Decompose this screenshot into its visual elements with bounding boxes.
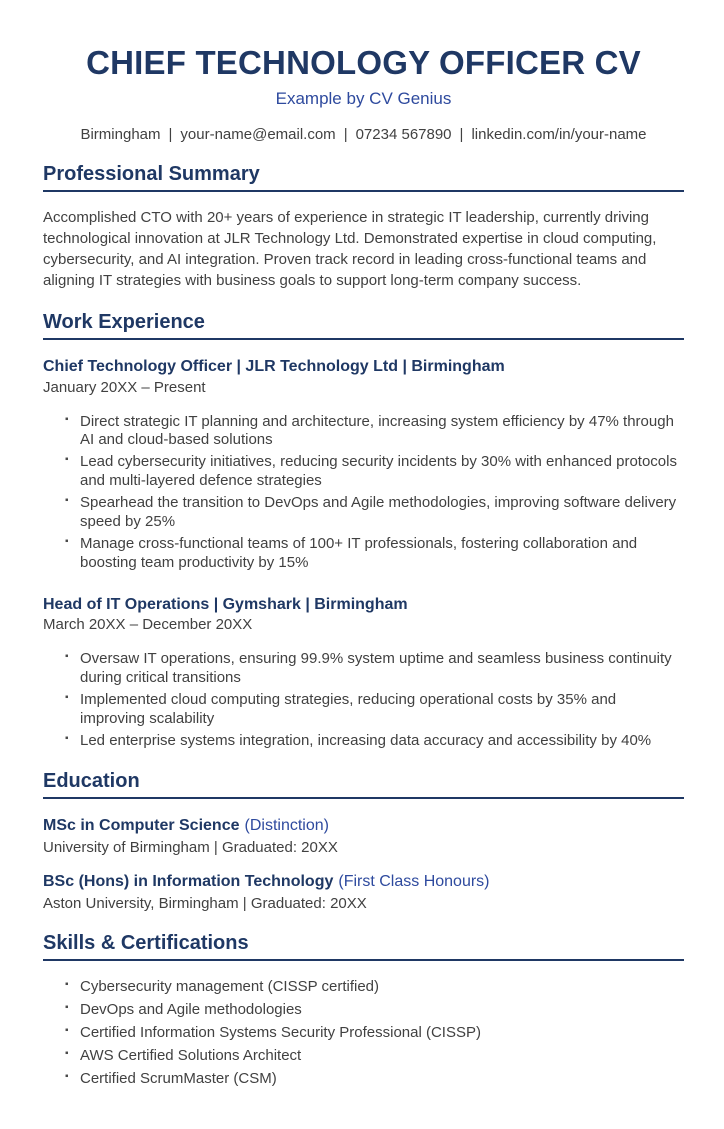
section-education — [43, 770, 684, 912]
contact-separator: | — [343, 126, 348, 143]
degree-detail: University of Birmingham | Graduated: 20XX — [43, 839, 338, 857]
skills-heading: Skills & Certifications — [43, 932, 684, 961]
bullet-item: ▪ Led enterprise systems integration, increasing data accuracy and accessibility by 40% — [43, 732, 684, 750]
bullet-item: ▪ Direct strategic IT planning and architecture, increasing system efficiency by 47% through AI and cloud-based solutions — [43, 413, 684, 450]
job-title: Head of IT Operations | Gymshark | Birmingham — [43, 596, 408, 614]
skill-item: ▪ DevOps and Agile methodologies — [43, 1001, 684, 1019]
skill-item: ▪ Certified Information Systems Security Professional (CISSP) — [43, 1024, 684, 1042]
skill-item: ▪ AWS Certified Solutions Architect — [43, 1047, 684, 1065]
degree-name: BSc (Hons) in Information Technology — [43, 873, 334, 891]
contact-item-phone: 07234 567890 — [355, 126, 452, 143]
degree-honours: (First Class Honours) — [338, 873, 490, 891]
contact-item-location: Birmingham — [80, 126, 161, 143]
section-skills-certifications — [43, 932, 684, 1088]
job-entry — [43, 595, 684, 750]
job-dates: March 20XX – December 20XX — [43, 616, 253, 634]
skills-list — [43, 978, 684, 1088]
page-subtitle: Example by CV Genius — [275, 89, 452, 108]
bullet-item: ▪ Lead cybersecurity initiatives, reducing security incidents by 30% with enhanced protocols and multi-layered defence strategies — [43, 453, 684, 490]
degree-name: MSc in Computer Science — [43, 817, 240, 835]
professional-summary-heading: Professional Summary — [43, 163, 684, 192]
bullet-item: ▪ Oversaw IT operations, ensuring 99.9% system uptime and seamless business continuity during critical transitions — [43, 650, 684, 687]
section-professional-summary — [43, 163, 684, 291]
degree-entry — [43, 872, 684, 912]
page-title: CHIEF TECHNOLOGY OFFICER CV — [86, 44, 641, 81]
contact-line — [43, 126, 684, 143]
skill-item: ▪ Certified ScrumMaster (CSM) — [43, 1070, 684, 1088]
education-heading: Education — [43, 770, 684, 799]
section-work-experience — [43, 311, 684, 750]
summary-paragraph: Accomplished CTO with 20+ years of experience in strategic IT leadership, currently driving technological innovation at JLR Technology Ltd. Demonstrated expertise in cloud computing, cybersecurity, and AI integration. Proven track record in leading cross-functional teams and aligning IT strategies with business goals to support long-term company success. — [43, 209, 657, 289]
degree-detail: Aston University, Birmingham | Graduated: 20XX — [43, 895, 367, 913]
degree-honours: (Distinction) — [244, 817, 329, 835]
contact-separator: | — [168, 126, 173, 143]
contact-item-email: your-name@email.com — [180, 126, 336, 143]
bullet-item: ▪ Implemented cloud computing strategies, reducing operational costs by 35% and improving scalability — [43, 691, 684, 728]
contact-separator: | — [459, 126, 464, 143]
contact-item-linkedin: linkedin.com/in/your-name — [471, 126, 647, 143]
job-title: Chief Technology Officer | JLR Technology Ltd | Birmingham — [43, 358, 505, 376]
job-dates: January 20XX – Present — [43, 378, 206, 396]
job-entry — [43, 357, 684, 572]
job-bullet-list — [43, 650, 684, 750]
bullet-item: ▪ Spearhead the transition to DevOps and Agile methodologies, improving software delivery speed by 25% — [43, 494, 684, 531]
job-bullet-list — [43, 413, 684, 573]
bullet-item: ▪ Manage cross-functional teams of 100+ IT professionals, fostering collaboration and boosting team productivity by 15% — [43, 535, 684, 572]
degree-entry — [43, 816, 684, 856]
work-experience-heading: Work Experience — [43, 311, 684, 340]
skill-item: ▪ Cybersecurity management (CISSP certified) — [43, 978, 684, 996]
